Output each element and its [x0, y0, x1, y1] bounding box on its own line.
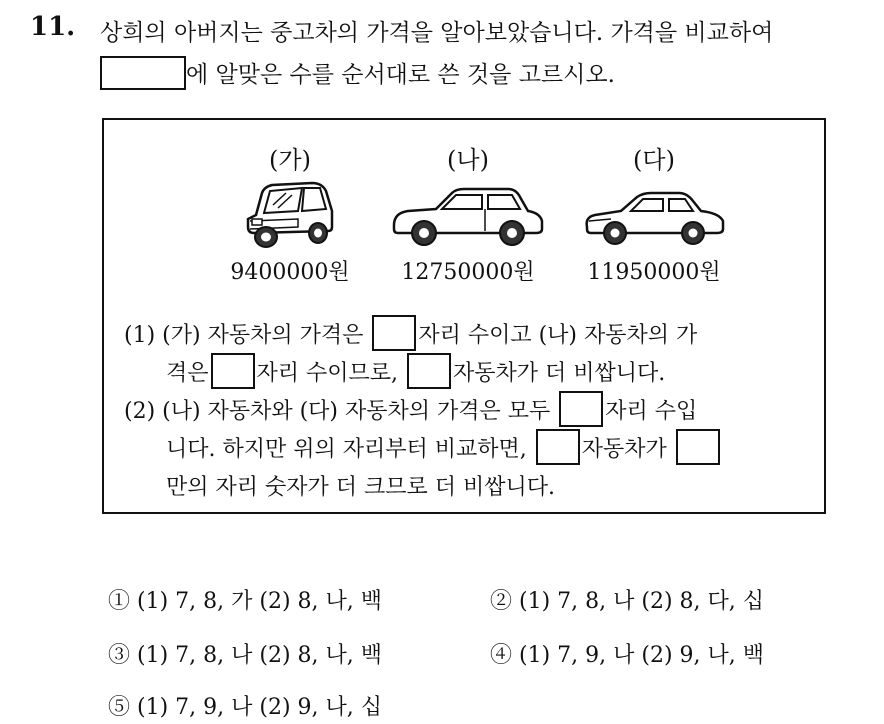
hatchback-car-icon: [390, 175, 546, 249]
statement-text: 니다. 하지만 위의 자리부터 비교하면,: [166, 437, 527, 462]
answer-blank-box: [211, 353, 255, 389]
question-text-line1: 상희의 아버지는 중고차의 가격을 알아보았습니다. 가격을 비교하여: [100, 20, 774, 46]
question-text-line2: [100, 56, 615, 90]
choice-1[interactable]: ① (1) 7, 8, 가 (2) 8, 나, 백: [108, 589, 382, 614]
statement-2-line1: [124, 394, 697, 427]
statement-text: 자동차가 더 비쌉니다.: [453, 361, 666, 386]
car-na: [368, 140, 568, 286]
statement-text: 만의 자리 숫자가 더 크므로 더 비쌉니다.: [166, 475, 555, 500]
answer-blank-box: [676, 429, 720, 465]
boxy-car-icon: [242, 175, 338, 249]
answer-blank-box: [559, 391, 603, 427]
statement-text: (1) (가) 자동차의 가격은: [124, 323, 364, 348]
statement-text: 자리 수이므로,: [256, 361, 399, 386]
question-number: 11.: [30, 12, 76, 42]
sedan-car-icon: [581, 175, 727, 249]
statement-text: 격은: [166, 361, 209, 386]
choice-2[interactable]: ② (1) 7, 8, 나 (2) 8, 다, 십: [490, 589, 764, 614]
choice-4[interactable]: ④ (1) 7, 9, 나 (2) 9, 나, 백: [490, 643, 764, 668]
car-label: (다): [633, 146, 675, 174]
car-ga: [190, 140, 390, 286]
info-panel: [102, 118, 826, 514]
statement-text: 자리 수입: [605, 399, 698, 424]
answer-blank-box: [536, 429, 580, 465]
car-label: (나): [447, 146, 489, 174]
car-da: [554, 140, 754, 286]
car-label: (가): [269, 146, 311, 174]
car-price: 12750000원: [401, 260, 535, 285]
statement-2-line2: [166, 432, 722, 465]
question-text-line2-tail: 에 알맞은 수를 순서대로 쓴 것을 고르시오.: [186, 62, 615, 88]
statement-2-line3: [166, 470, 555, 501]
answer-blank-box: [407, 353, 451, 389]
statement-text: (2) (나) 자동차와 (다) 자동차의 가격은 모두: [124, 399, 551, 424]
statement-1-line1: [124, 318, 697, 351]
car-price: 11950000원: [587, 260, 721, 285]
choice-5[interactable]: ⑤ (1) 7, 9, 나 (2) 9, 나, 십: [108, 695, 382, 720]
statement-1-line2: [166, 356, 665, 389]
answer-blank-box: [100, 56, 186, 90]
choice-3[interactable]: ③ (1) 7, 8, 나 (2) 8, 나, 백: [108, 643, 382, 668]
answer-blank-box: [372, 315, 416, 351]
statement-text: 자리 수이고 (나) 자동차의 가: [418, 323, 698, 348]
statement-text: 자동차가: [581, 437, 667, 462]
car-price: 9400000원: [230, 260, 350, 285]
